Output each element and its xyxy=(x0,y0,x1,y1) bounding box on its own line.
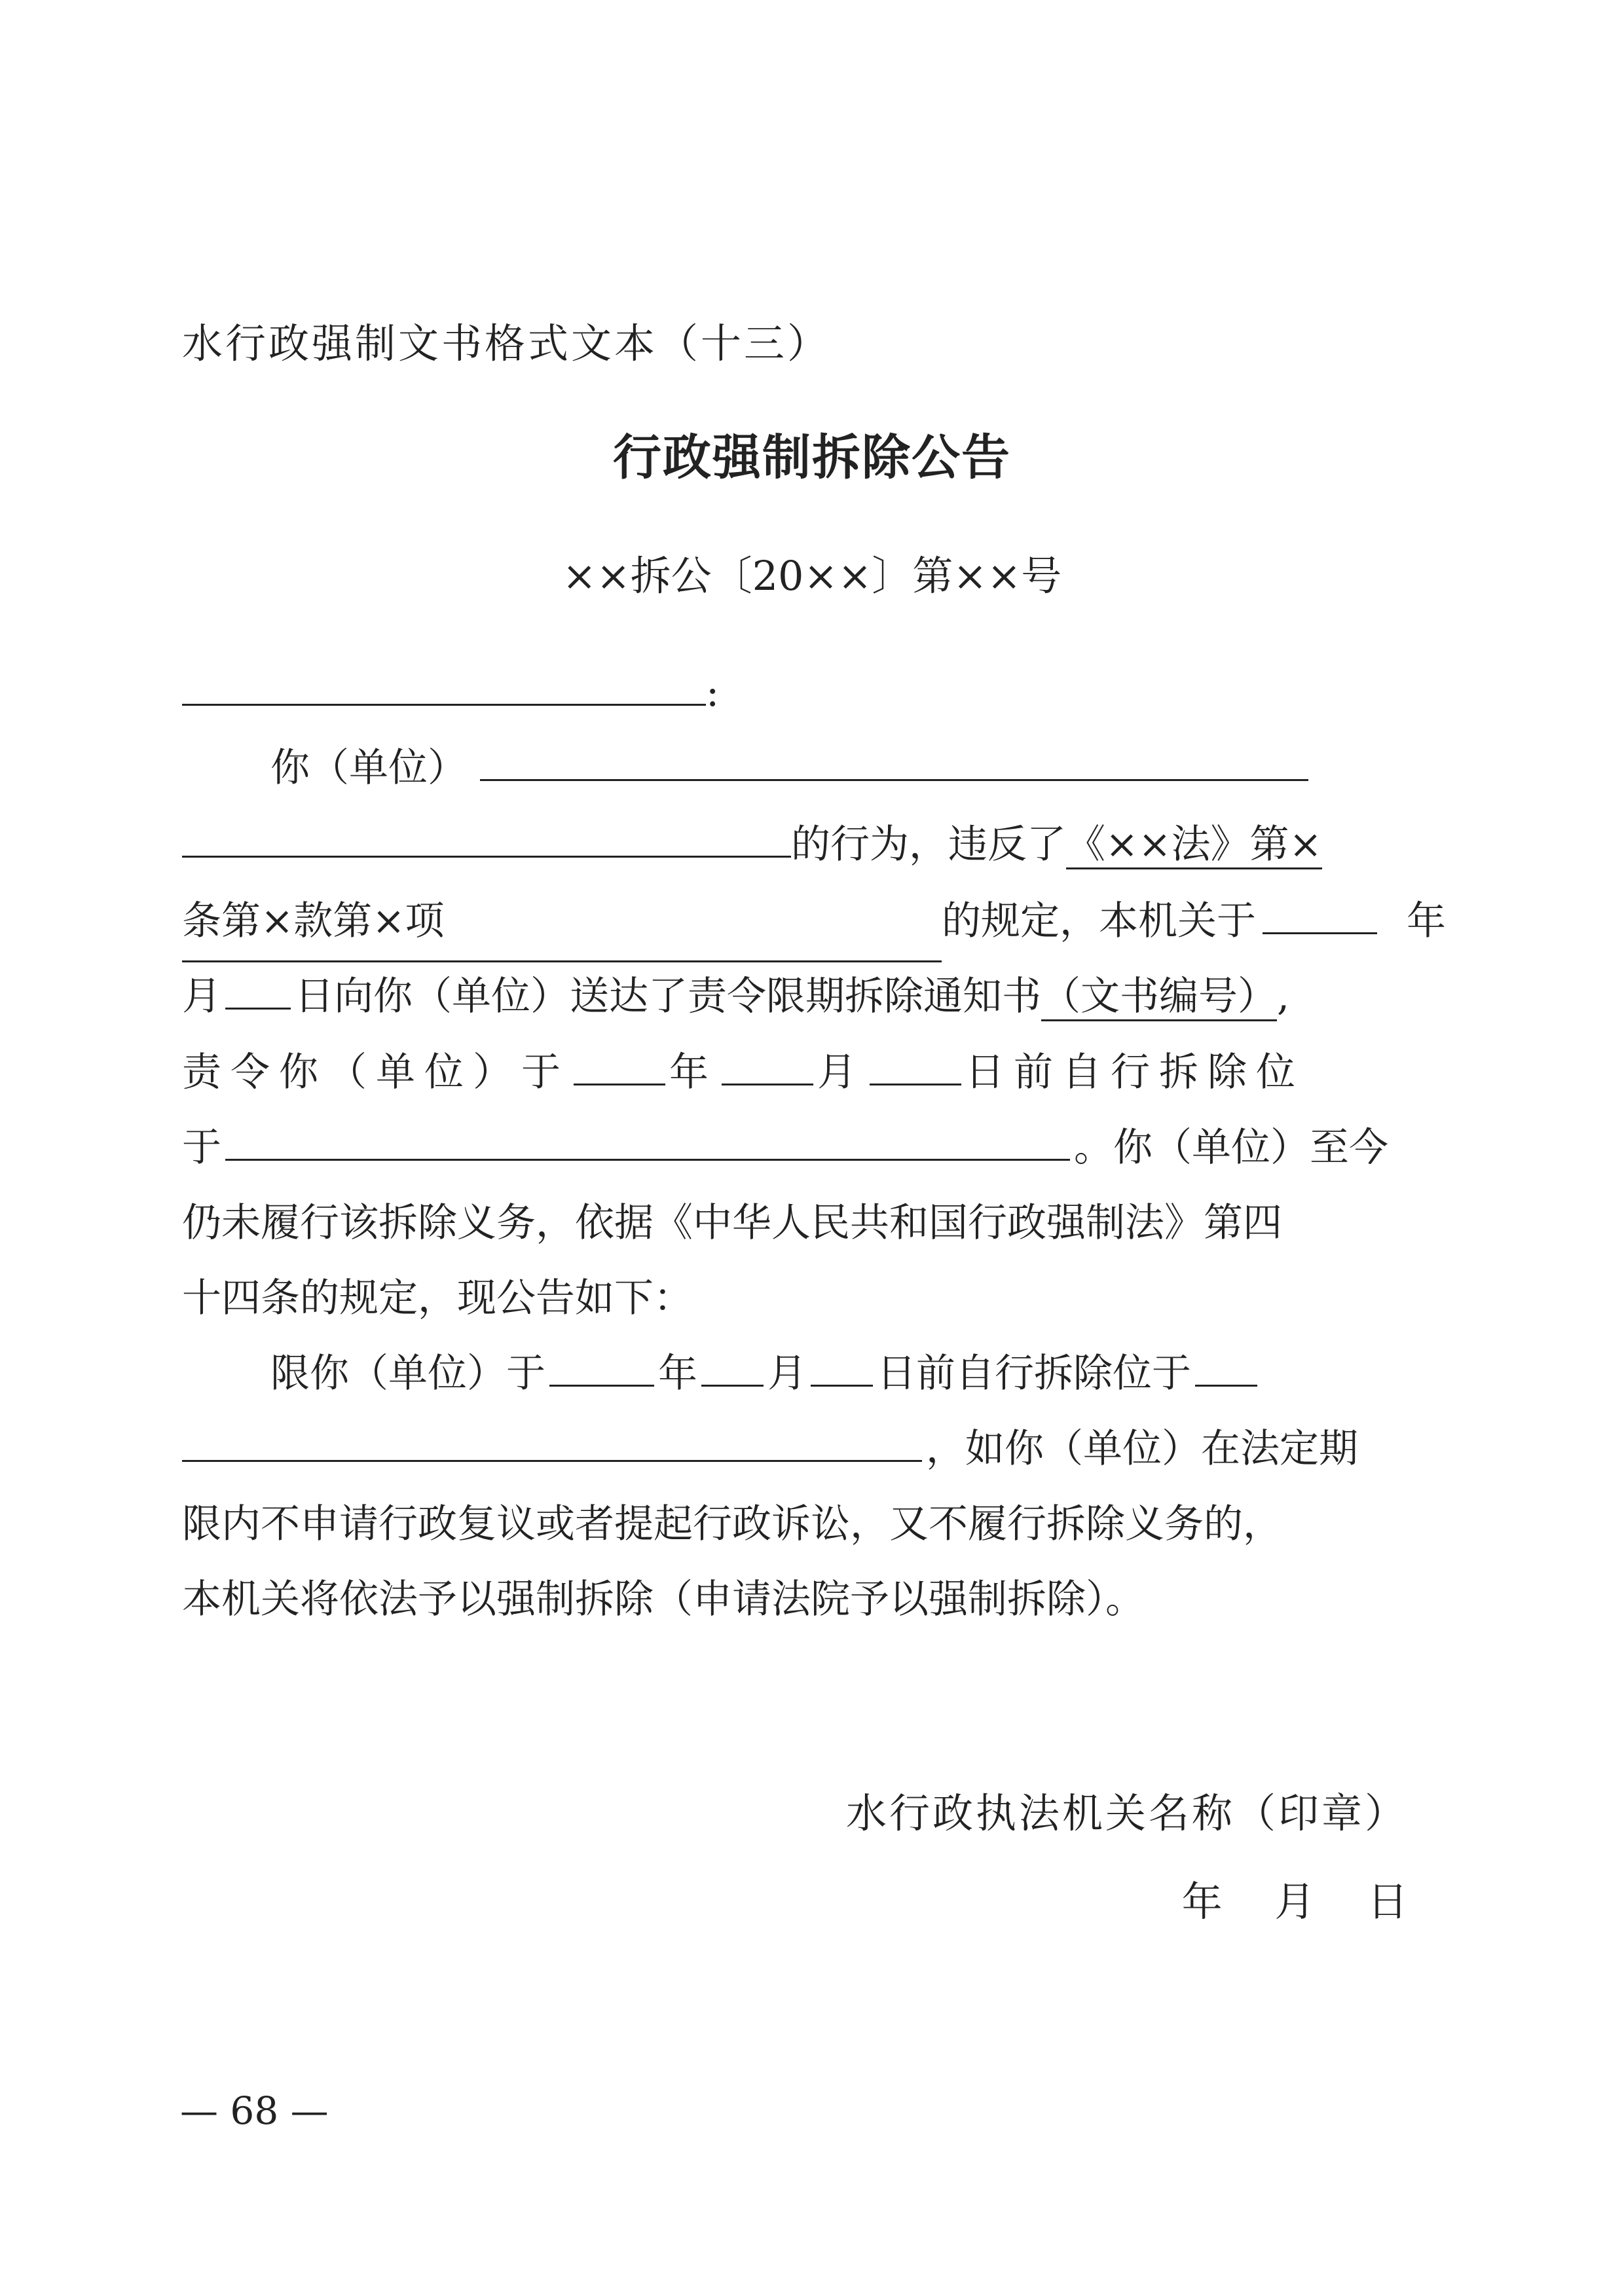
body-line-11 xyxy=(182,1485,1420,1563)
signature-date: 年 月 日 xyxy=(1181,1878,1408,1925)
addressee-blank xyxy=(182,663,706,706)
document-reference: （文书编号） xyxy=(1041,974,1277,1021)
blank xyxy=(549,1344,654,1387)
body-text: 年 xyxy=(1407,898,1446,944)
body-line-6 xyxy=(182,1108,1420,1187)
body-line-12 xyxy=(182,1560,1420,1639)
body-text: 限内不申请行政复议或者提起行政诉讼，又不履行拆除义务的， xyxy=(182,1501,1282,1547)
body-text: 年 xyxy=(669,1049,718,1095)
blank xyxy=(701,1344,764,1387)
body-text: 于 xyxy=(182,1125,221,1171)
page-title: 行政强制拆除公告 xyxy=(613,429,1011,486)
signature-authority: 水行政执法机关名称（印章） xyxy=(845,1789,1408,1837)
body-line-10 xyxy=(182,1410,1420,1488)
body-text: 日前自行拆除位 xyxy=(965,1049,1304,1095)
body-text: 责令你（单位）于 xyxy=(182,1049,570,1095)
body-text: 仍未履行该拆除义务，依据《中华人民共和国行政强制法》第四 xyxy=(182,1200,1282,1246)
blank xyxy=(722,1043,813,1085)
law-reference: 条第×款第×项 xyxy=(182,882,942,962)
blank xyxy=(870,1043,961,1085)
body-text: 本机关将依法予以强制拆除（申请法院予以强制拆除）。 xyxy=(182,1576,1145,1622)
blank xyxy=(1263,892,1377,934)
body-text: 限你（单位）于 xyxy=(270,1351,545,1396)
body-text: 月 xyxy=(767,1351,807,1396)
body-text: 月 xyxy=(817,1049,866,1095)
addressee-colon: : xyxy=(706,670,720,716)
blank xyxy=(225,967,291,1010)
document-header: 水行政强制文书格式文本（十三） xyxy=(182,319,831,367)
blank xyxy=(182,815,791,858)
blank xyxy=(182,1419,922,1462)
page-number: — 68 — xyxy=(180,2088,329,2133)
body-text: 十四条的规定，现公告如下： xyxy=(182,1275,693,1321)
blank xyxy=(574,1043,665,1085)
body-line-1 xyxy=(182,729,1420,807)
blank xyxy=(1195,1344,1257,1387)
body-text: ，如你（单位）在法定期 xyxy=(926,1426,1358,1472)
addressee-line xyxy=(182,653,1420,732)
blank xyxy=(480,738,1308,781)
body-text: 的行为，违反了 xyxy=(791,822,1066,867)
body-line-2 xyxy=(182,805,1420,884)
body-line-3 xyxy=(182,882,1446,960)
blank xyxy=(811,1344,873,1387)
body-line-4 xyxy=(182,957,1420,1036)
body-text: 年 xyxy=(658,1351,697,1396)
blank xyxy=(225,1118,1070,1161)
body-text: 的规定，本机关于 xyxy=(942,898,1256,944)
document-number: ××拆公〔20××〕第××号 xyxy=(562,552,1062,600)
body-line-7 xyxy=(182,1184,1420,1262)
body-text: 你（单位） xyxy=(270,745,467,791)
body-text: 月 xyxy=(182,974,221,1019)
body-text: , xyxy=(1277,974,1290,1019)
body-text: 。你（单位）至今 xyxy=(1074,1125,1388,1171)
body-text: 日前自行拆除位于 xyxy=(877,1351,1191,1396)
body-line-5 xyxy=(182,1033,1420,1112)
law-reference: 《××法》第× xyxy=(1066,822,1322,869)
body-line-9 xyxy=(182,1334,1420,1413)
body-line-8 xyxy=(182,1259,1420,1338)
body-text: 日向你（单位）送达了责令限期拆除通知书 xyxy=(295,974,1041,1019)
